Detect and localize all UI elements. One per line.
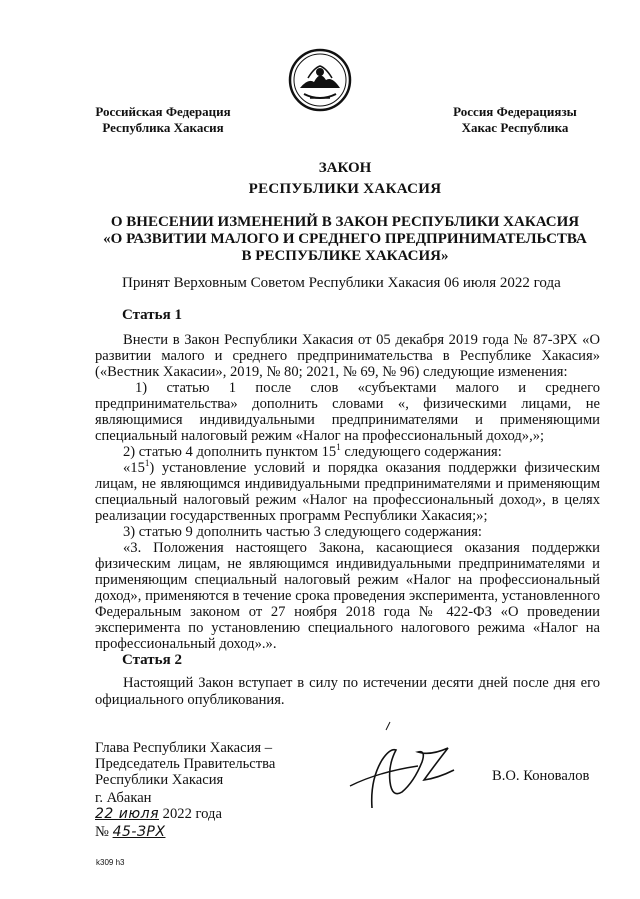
item-2-sup: 1 <box>336 442 341 453</box>
header-left-line-2: Республика Хакасия <box>102 120 224 135</box>
republic-emblem-icon <box>288 48 352 112</box>
article-1-item-1: 1) статью 1 после слов «субъектами малого и среднего предпринимательства» дополнить словами «, физическими лицами, не являющимися индивидуальными предпринимателями и применяющими специальный налоговый режим «Налог на профессиональный доход»,»; <box>95 380 600 444</box>
number-label: № <box>95 824 113 840</box>
quote-2-text: ) установление условий и порядка оказания поддержки физическим лицам, не являющимся индивидуальными предпринимателями и применяющим специальный налоговый режим «Налог на профессиональный доход», в целях реализации государственных программ Республики Хакасия;»; <box>95 460 600 524</box>
header-right <box>440 104 590 136</box>
item-2-text-end: следующего содержания: <box>340 444 502 460</box>
footer-code: k309 h3 <box>96 858 125 867</box>
law-title: ЗАКОН <box>318 160 372 176</box>
handwritten-signature-icon <box>330 720 460 815</box>
article-2-heading: Статья 2 <box>122 652 182 668</box>
quote-2-sup: 1 <box>144 458 150 469</box>
law-subject <box>90 214 600 265</box>
position-line-1: Глава Республики Хакасия – <box>95 740 273 756</box>
position-line-3: Республики Хакасия <box>95 772 224 788</box>
article-1-quote-2 <box>95 460 600 524</box>
date-line <box>95 806 222 823</box>
position-line-2: Председатель Правительства <box>95 756 276 772</box>
handwritten-date: 22 июля <box>95 806 160 822</box>
law-number-line <box>95 824 165 841</box>
header-left <box>88 104 238 136</box>
article-1-quote-3: «3. Положения настоящего Закона, касающиеся оказания поддержки физическим лицам, не являющимся индивидуальными предпринимателями и применяющим специальный налоговый режим «Налог на профессиональный доход», применяются в течение срока проведения эксперимента, установленного Федеральным законом от 27 ноября 2018 года № 422-ФЗ «О проведении эксперимента по установлению специального налогового режима «Налог на профессиональный доход».». <box>95 540 600 652</box>
signer-name: В.О. Коновалов <box>492 768 590 784</box>
article-2-body <box>95 675 600 709</box>
subject-line-3: В РЕСПУБЛИКЕ ХАКАСИЯ» <box>241 248 449 264</box>
article-2-text: Настоящий Закон вступает в силу по истечении десяти дней после дня его официального опубликования. <box>95 675 600 708</box>
date-year: 2022 года <box>159 806 222 822</box>
header-right-line-2: Хакас Республика <box>461 120 569 135</box>
article-1-body <box>95 332 600 652</box>
quote-2-start: «15 <box>123 460 145 476</box>
item-2-text: 2) статью 4 дополнить пунктом 15 <box>123 444 337 460</box>
subject-line-2: «О РАЗВИТИИ МАЛОГО И СРЕДНЕГО ПРЕДПРИНИМАТЕЛЬСТВА <box>103 231 587 247</box>
law-title-republic: РЕСПУБЛИКИ ХАКАСИЯ <box>248 181 442 197</box>
article-1-item-3: 3) статью 9 дополнить частью 3 следующего содержания: <box>123 524 482 540</box>
handwritten-number: 45-ЗРХ <box>112 824 166 840</box>
header-right-line-1: Россия Федерациязы <box>453 104 577 119</box>
signatory-position <box>95 740 275 788</box>
accepted-line: Принят Верховным Советом Республики Хакасия 06 июля 2022 года <box>122 275 561 291</box>
city: г. Абакан <box>95 790 152 806</box>
header-left-line-1: Российская Федерация <box>95 104 231 119</box>
subject-line-1: О ВНЕСЕНИИ ИЗМЕНЕНИЙ В ЗАКОН РЕСПУБЛИКИ ХАКАСИЯ <box>110 214 580 230</box>
article-1-item-2 <box>95 444 600 460</box>
article-1-intro: Внести в Закон Республики Хакасия от 05 декабря 2019 года № 87-ЗРХ «О развитии малого и среднего предпринимательства в Республике Хакасия» («Вестник Хакасии», 2019, № 80; 2021, № 69, № 96) следующие изменения: <box>95 332 600 380</box>
article-1-heading: Статья 1 <box>122 307 182 323</box>
